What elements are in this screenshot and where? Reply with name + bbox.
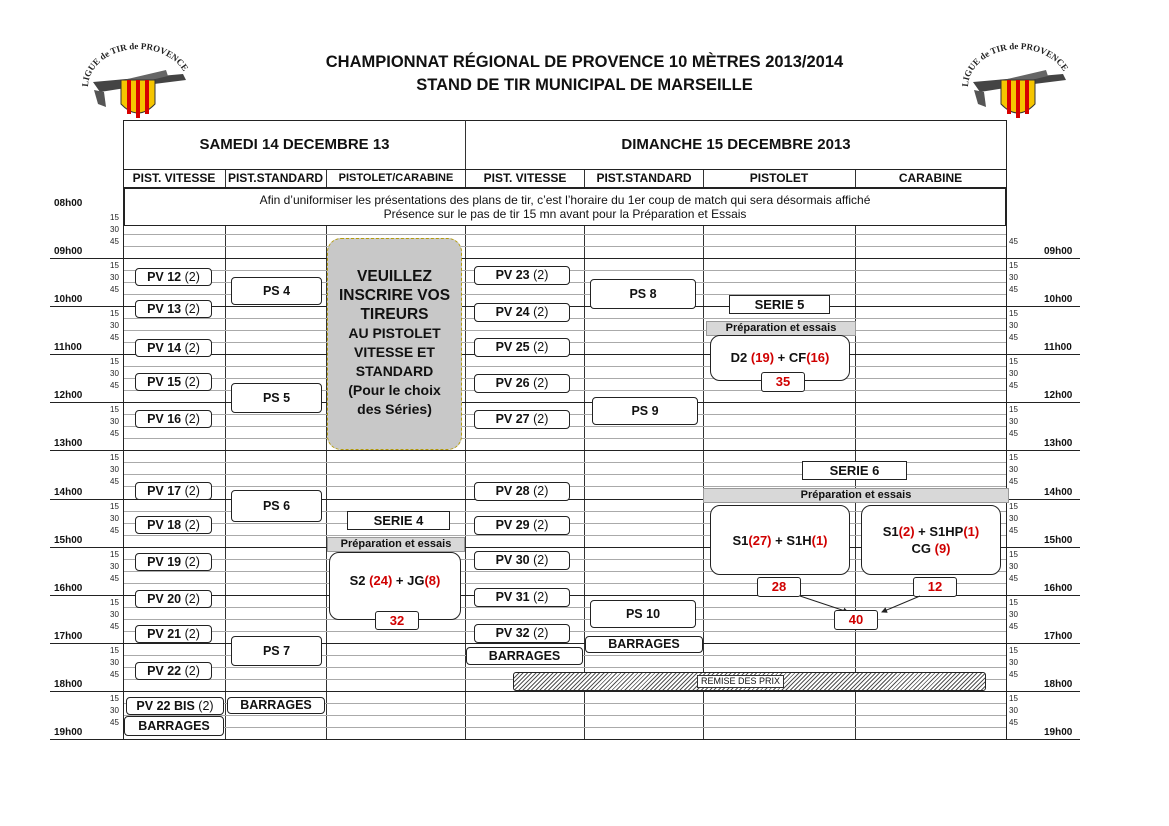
pv-box — [474, 266, 570, 285]
quarter-line — [124, 727, 1006, 728]
col-head-pistolet-carabine: PISTOLET/CARABINE — [338, 172, 454, 184]
pv-count: (2) — [184, 484, 200, 498]
pv-box — [474, 303, 570, 322]
quarter-label-left: 45 — [110, 718, 119, 727]
quarter-label-left: 45 — [110, 670, 119, 679]
quarter-label-left: 45 — [110, 477, 119, 486]
serie-5-preparation: Préparation et essais — [706, 321, 856, 336]
prize-ceremony-bar — [513, 672, 986, 691]
quarter-label-right: 15 — [1009, 405, 1018, 414]
quarter-label-right: 45 — [1009, 237, 1018, 246]
register-line-5: VITESSE ET — [354, 344, 435, 360]
pv-name: PV 24 — [495, 305, 530, 319]
quarter-label-right: 30 — [1009, 514, 1018, 523]
pv-name: PV 27 — [495, 412, 530, 426]
ps-7-box: PS 7 — [231, 636, 322, 666]
pv-box — [474, 374, 570, 393]
quarter-label-right: 15 — [1009, 261, 1018, 270]
quarter-label-left: 15 — [110, 453, 119, 462]
pv-name: PV 25 — [495, 340, 530, 354]
quarter-label-right: 45 — [1009, 477, 1018, 486]
register-line-2: INSCRIRE VOS — [338, 287, 451, 304]
ps-10-box: PS 10 — [590, 600, 696, 628]
hour-label-left: 10h00 — [54, 294, 83, 305]
col-head-carabine: CARABINE — [898, 171, 963, 185]
pv-count: (2) — [533, 305, 549, 319]
col-head-pistolet: PISTOLET — [749, 171, 809, 185]
pv-count: (2) — [533, 340, 549, 354]
register-line-3: TIREURS — [360, 306, 429, 323]
quarter-label-left: 15 — [110, 213, 119, 222]
serie-6-pist-a: S1 — [732, 533, 749, 548]
hour-label-left: 14h00 — [54, 487, 83, 498]
hour-label-left: 17h00 — [54, 631, 83, 642]
barrages-sat-vitesse: BARRAGES — [124, 716, 224, 736]
quarter-line — [124, 583, 1006, 584]
quarter-label-right: 15 — [1009, 453, 1018, 462]
pv-name: PV 14 — [147, 341, 182, 355]
serie-6-pist-a-count: (27) — [748, 533, 772, 548]
hour-label-right: 09h00 — [1044, 246, 1073, 257]
serie-4-b-count: (8) — [424, 573, 441, 588]
pv-box — [474, 338, 570, 357]
ps-6-box: PS 6 — [231, 490, 322, 522]
register-notice-box — [327, 238, 462, 450]
pv-name: PV 29 — [495, 518, 530, 532]
register-line-6: STANDARD — [355, 363, 434, 379]
title-line-2: STAND DE TIR MUNICIPAL DE MARSEILLE — [416, 76, 753, 94]
quarter-line — [124, 438, 1006, 439]
ps-8-box: PS 8 — [590, 279, 696, 309]
pv-count: (2) — [184, 664, 200, 678]
quarter-label-right: 30 — [1009, 417, 1018, 426]
barrages-sat-standard: BARRAGES — [227, 697, 325, 714]
prize-ceremony-label: REMISE DES PRIX — [697, 675, 784, 688]
title-line-1: CHAMPIONNAT RÉGIONAL DE PROVENCE 10 MÈTRES 2013/2014 — [325, 53, 844, 71]
serie-6-pist-plus: + S1H — [771, 533, 812, 548]
pv-count: (2) — [184, 592, 200, 606]
barrages-sun-vitesse: BARRAGES — [466, 647, 583, 665]
pv-box — [135, 300, 212, 318]
hour-label-right: 13h00 — [1044, 438, 1073, 449]
serie-5-plus: + CF — [774, 350, 807, 365]
pv-box — [474, 588, 570, 607]
pv-count: (2) — [184, 518, 200, 532]
hour-label-right: 12h00 — [1044, 390, 1073, 401]
pv-count: (2) — [184, 555, 200, 569]
serie-6-carabine-box — [861, 505, 1001, 575]
hour-label-right: 10h00 — [1044, 294, 1073, 305]
pv-count: (2) — [533, 376, 549, 390]
quarter-label-right: 15 — [1009, 646, 1018, 655]
quarter-label-right: 15 — [1009, 598, 1018, 607]
quarter-label-left: 30 — [110, 706, 119, 715]
svg-text:LIGUE de TIR de PROVENCE: LIGUE de TIR de PROVENCE — [959, 42, 1071, 88]
quarter-line — [124, 366, 1006, 367]
quarter-label-left: 30 — [110, 610, 119, 619]
pv-box — [135, 516, 212, 534]
notice-box — [124, 188, 1006, 226]
barrages-sun-standard: BARRAGES — [585, 636, 703, 653]
quarter-label-right: 45 — [1009, 429, 1018, 438]
svg-text:LIGUE de TIR de PROVENCE: LIGUE de TIR de PROVENCE — [79, 42, 191, 88]
quarter-label-right: 30 — [1009, 465, 1018, 474]
hour-line — [50, 691, 1080, 692]
serie-6-grand-total: 40 — [834, 610, 878, 630]
quarter-label-right: 15 — [1009, 357, 1018, 366]
col-head-pist-standard-sat: PIST.STANDARD — [227, 171, 324, 185]
pv-box — [126, 697, 224, 715]
quarter-label-left: 15 — [110, 598, 119, 607]
quarter-label-left: 15 — [110, 646, 119, 655]
hour-label-right: 18h00 — [1044, 679, 1073, 690]
quarter-line — [124, 330, 1006, 331]
serie-5-a: D2 — [730, 350, 751, 365]
quarter-label-left: 15 — [110, 405, 119, 414]
pv-box — [135, 410, 212, 428]
pv-count: (2) — [184, 270, 200, 284]
quarter-label-right: 45 — [1009, 333, 1018, 342]
pv-name: PV 20 — [147, 592, 182, 606]
pv-count: (2) — [533, 412, 549, 426]
serie-4-plus: + JG — [392, 573, 425, 588]
pv-name: PV 18 — [147, 518, 182, 532]
pv-name: PV 28 — [495, 484, 530, 498]
serie-5-b-count: (16) — [806, 350, 830, 365]
pv-name: PV 16 — [147, 412, 182, 426]
quarter-label-left: 30 — [110, 562, 119, 571]
pv-count: (2) — [533, 590, 549, 604]
pv-count: (2) — [184, 627, 200, 641]
quarter-label-left: 30 — [110, 273, 119, 282]
quarter-label-left: 45 — [110, 429, 119, 438]
hour-label-right: 19h00 — [1044, 727, 1073, 738]
hour-label-right: 17h00 — [1044, 631, 1073, 642]
quarter-label-left: 45 — [110, 381, 119, 390]
notice-line-2: Présence sur le pas de tir 15 mn avant pour la Préparation et Essais — [383, 207, 747, 221]
league-logo-left — [78, 42, 198, 132]
notice-line-1: Afin d’uniformiser les présentations des plans de tir, c’est l’horaire du 1er coup de match qui sera désormais affiché — [259, 193, 871, 207]
serie-6-pistolet-total: 28 — [757, 577, 801, 597]
quarter-label-right: 45 — [1009, 526, 1018, 535]
pv-name: PV 31 — [495, 590, 530, 604]
register-line-1: VEUILLEZ — [357, 268, 432, 285]
quarter-label-right: 15 — [1009, 502, 1018, 511]
serie-6-carab-c: CG — [911, 541, 935, 556]
hour-line — [50, 739, 1080, 740]
quarter-line — [124, 667, 1006, 668]
pv-box — [135, 662, 212, 680]
quarter-label-right: 30 — [1009, 321, 1018, 330]
serie-4-box — [329, 552, 461, 620]
hour-line — [50, 643, 1080, 644]
serie-5-label: SERIE 5 — [729, 295, 830, 314]
hour-label-right: 14h00 — [1044, 487, 1073, 498]
register-line-8: des Séries) — [357, 401, 432, 417]
quarter-label-left: 30 — [110, 465, 119, 474]
pv-box — [474, 516, 570, 535]
pv-box — [135, 590, 212, 608]
quarter-label-left: 15 — [110, 550, 119, 559]
quarter-line — [124, 246, 1006, 247]
quarter-line — [124, 234, 1006, 235]
quarter-label-left: 45 — [110, 526, 119, 535]
day-sunday: DIMANCHE 15 DECEMBRE 2013 — [621, 136, 851, 153]
pv-count: (2) — [184, 375, 200, 389]
pv-name: PV 21 — [147, 627, 182, 641]
quarter-label-left: 30 — [110, 417, 119, 426]
quarter-label-right: 30 — [1009, 706, 1018, 715]
quarter-label-right: 45 — [1009, 381, 1018, 390]
quarter-label-right: 45 — [1009, 285, 1018, 294]
pv-box — [135, 553, 212, 571]
ps-4-box: PS 4 — [231, 277, 322, 305]
pv-count: (2) — [533, 268, 549, 282]
hour-label-left: 18h00 — [54, 679, 83, 690]
col-head-pist-vitesse-sat: PIST. VITESSE — [132, 171, 216, 185]
quarter-label-left: 45 — [110, 237, 119, 246]
pv-count: (2) — [198, 699, 214, 713]
pv-count: (2) — [184, 302, 200, 316]
hour-label-left: 16h00 — [54, 583, 83, 594]
hour-label-left: 08h00 — [54, 198, 83, 209]
hour-label-left: 15h00 — [54, 535, 83, 546]
serie-6-pistolet-box — [710, 505, 850, 575]
pv-count: (2) — [184, 341, 200, 355]
hour-label-left: 11h00 — [54, 342, 82, 353]
hour-label-right: 15h00 — [1044, 535, 1073, 546]
serie-4-total: 32 — [375, 611, 419, 630]
quarter-label-right: 45 — [1009, 574, 1018, 583]
quarter-label-left: 30 — [110, 658, 119, 667]
quarter-label-right: 15 — [1009, 309, 1018, 318]
pv-count: (2) — [533, 518, 549, 532]
hour-label-right: 16h00 — [1044, 583, 1073, 594]
ps-5-box: PS 5 — [231, 383, 322, 413]
quarter-label-right: 30 — [1009, 562, 1018, 571]
serie-4-preparation: Préparation et essais — [327, 537, 465, 552]
serie-4-a: S2 — [349, 573, 370, 588]
pv-box — [135, 373, 212, 391]
pv-box — [135, 339, 212, 357]
quarter-line — [124, 715, 1006, 716]
pv-box — [474, 410, 570, 429]
quarter-label-right: 30 — [1009, 369, 1018, 378]
pv-name: PV 13 — [147, 302, 182, 316]
hour-line — [50, 450, 1080, 451]
pv-name: PV 15 — [147, 375, 182, 389]
pv-count: (2) — [184, 412, 200, 426]
serie-4-a-count: (24) — [369, 573, 393, 588]
pv-box — [135, 268, 212, 286]
hour-label-left: 12h00 — [54, 390, 83, 401]
pv-box — [474, 482, 570, 501]
quarter-label-left: 30 — [110, 225, 119, 234]
pv-box — [474, 551, 570, 570]
quarter-label-right: 30 — [1009, 610, 1018, 619]
serie-6-preparation: Préparation et essais — [703, 488, 1009, 503]
hour-label-right: 11h00 — [1044, 342, 1072, 353]
quarter-label-right: 45 — [1009, 718, 1018, 727]
serie-6-pist-b-count: (1) — [811, 533, 828, 548]
pv-name: PV 22 — [147, 664, 182, 678]
quarter-label-left: 15 — [110, 357, 119, 366]
pv-name: PV 26 — [495, 376, 530, 390]
serie-5-a-count: (19) — [750, 350, 775, 365]
serie-5-total: 35 — [761, 372, 805, 392]
pv-name: PV 17 — [147, 484, 182, 498]
pv-name: PV 22 BIS — [136, 699, 195, 713]
quarter-label-left: 30 — [110, 369, 119, 378]
register-line-4: AU PISTOLET — [348, 325, 441, 341]
col-head-pist-standard-sun: PIST.STANDARD — [596, 171, 692, 185]
pv-count: (2) — [533, 553, 549, 567]
hour-label-left: 13h00 — [54, 438, 83, 449]
serie-6-carab-b-count: (1) — [963, 524, 980, 539]
serie-6-carab-c-count: (9) — [934, 541, 951, 556]
quarter-label-left: 15 — [110, 502, 119, 511]
day-saturday: SAMEDI 14 DECEMBRE 13 — [199, 136, 390, 153]
quarter-label-left: 30 — [110, 321, 119, 330]
serie-6-carab-a: S1 — [882, 524, 899, 539]
serie-6-label: SERIE 6 — [802, 461, 907, 480]
quarter-label-right: 45 — [1009, 670, 1018, 679]
pv-name: PV 30 — [495, 553, 530, 567]
serie-6-carab-a-count: (2) — [898, 524, 915, 539]
quarter-label-right: 15 — [1009, 550, 1018, 559]
quarter-label-left: 15 — [110, 309, 119, 318]
hour-line — [50, 258, 1080, 259]
league-logo-right — [958, 42, 1078, 132]
pv-box — [135, 625, 212, 643]
serie-4-label: SERIE 4 — [347, 511, 450, 530]
quarter-label-left: 45 — [110, 285, 119, 294]
pv-name: PV 19 — [147, 555, 182, 569]
quarter-label-left: 15 — [110, 261, 119, 270]
pv-count: (2) — [533, 484, 549, 498]
ps-9-box: PS 9 — [592, 397, 698, 425]
quarter-label-left: 30 — [110, 514, 119, 523]
quarter-label-right: 30 — [1009, 273, 1018, 282]
hour-label-left: 09h00 — [54, 246, 83, 257]
pv-box — [474, 624, 570, 643]
pv-name: PV 23 — [495, 268, 530, 282]
quarter-label-left: 45 — [110, 333, 119, 342]
quarter-label-right: 15 — [1009, 694, 1018, 703]
col-head-pist-vitesse-sun: PIST. VITESSE — [483, 171, 567, 185]
quarter-label-right: 45 — [1009, 622, 1018, 631]
hour-line — [50, 402, 1080, 403]
quarter-label-right: 30 — [1009, 658, 1018, 667]
serie-6-carabine-total: 12 — [913, 577, 957, 597]
pv-name: PV 32 — [495, 626, 530, 640]
quarter-label-left: 45 — [110, 574, 119, 583]
register-line-7: (Pour le choix — [348, 382, 441, 398]
pv-name: PV 12 — [147, 270, 182, 284]
pv-count: (2) — [533, 626, 549, 640]
hour-label-left: 19h00 — [54, 727, 83, 738]
pv-box — [135, 482, 212, 500]
quarter-label-left: 45 — [110, 622, 119, 631]
serie-6-carab-plus: + S1HP — [914, 524, 964, 539]
quarter-label-left: 15 — [110, 694, 119, 703]
